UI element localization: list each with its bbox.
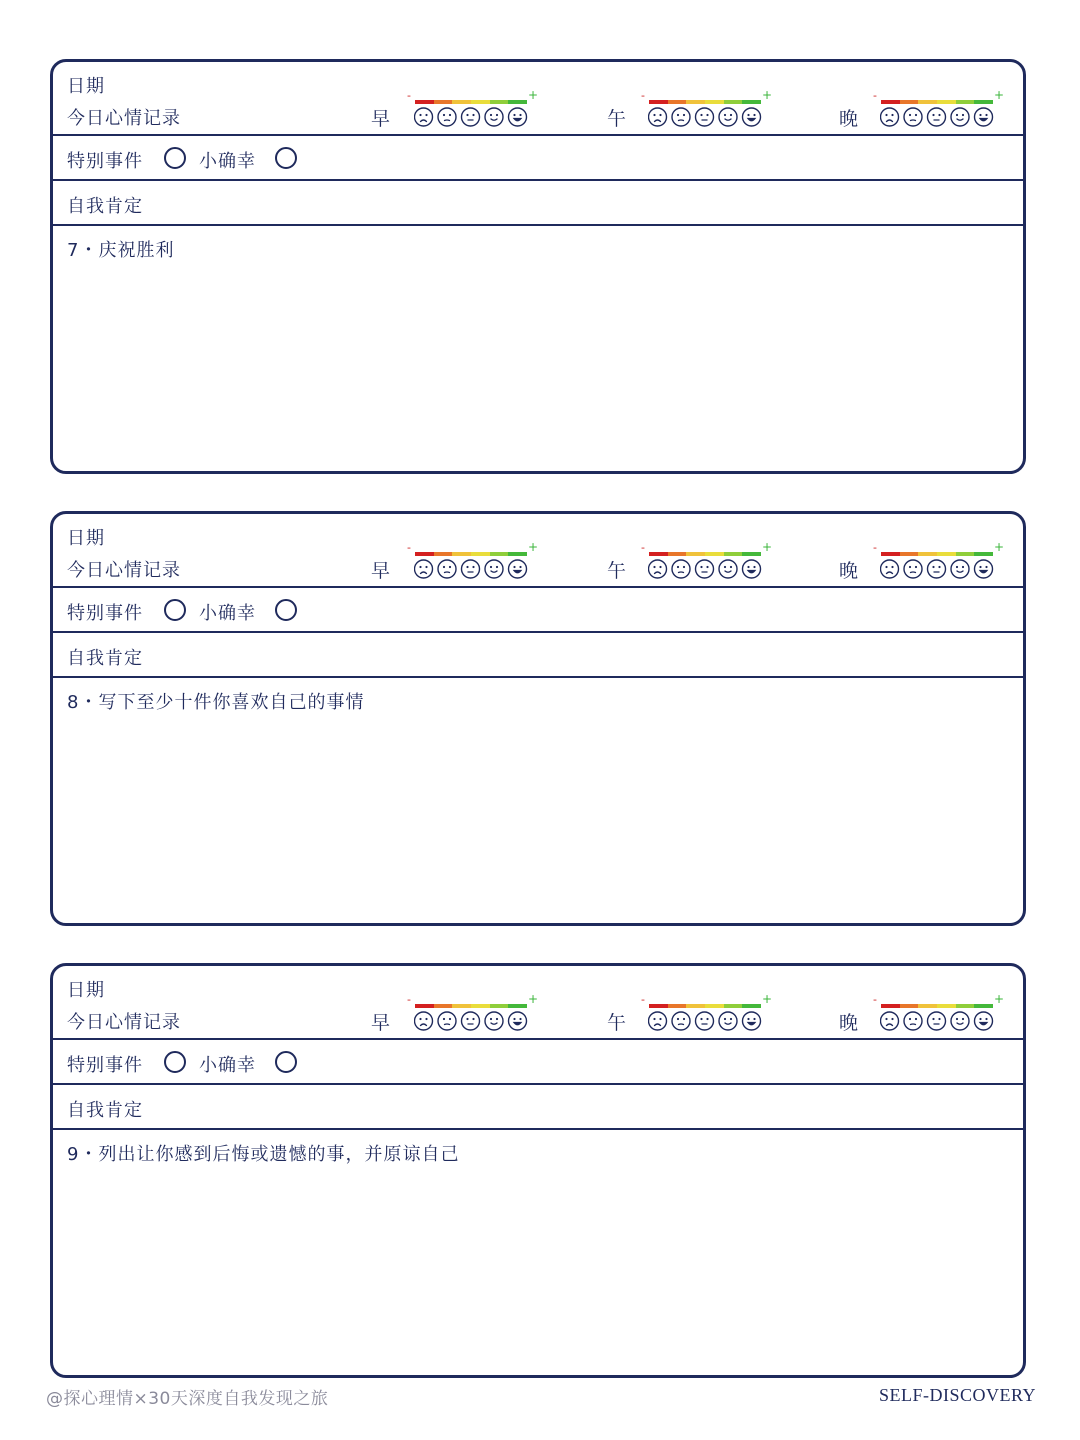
mood-color-segment (668, 552, 687, 556)
morning-label: 早 (371, 1012, 391, 1034)
minus-sign: - (873, 993, 877, 1006)
mood-color-segment (434, 100, 453, 104)
smile-face-icon[interactable] (485, 108, 503, 126)
smile-face-icon[interactable] (485, 1012, 503, 1030)
prompt-text: 9・列出让你感到后悔或遗憾的事，并原谅自己 (67, 1144, 460, 1165)
unhappy-face-icon[interactable] (904, 108, 922, 126)
mood-color-segment (881, 1004, 900, 1008)
mood-scale-morning[interactable] (405, 992, 539, 1035)
unhappy-face-icon[interactable] (438, 108, 456, 126)
mood-color-segment (471, 552, 490, 556)
mood-color-segment (918, 100, 937, 104)
unhappy-face-icon[interactable] (904, 560, 922, 578)
mood-color-segment (974, 1004, 993, 1008)
noon-label: 午 (607, 1012, 627, 1034)
mood-color-segment (705, 1004, 724, 1008)
mood-color-segment (415, 552, 434, 556)
small-happiness-label: 小确幸 (199, 603, 256, 624)
mood-color-segment (415, 100, 434, 104)
special-event-checkbox[interactable] (164, 1051, 186, 1073)
footer-brand: SELF-DISCOVERY (878, 1385, 1036, 1405)
sad-face-icon[interactable] (881, 108, 899, 126)
mood-color-segment (649, 100, 668, 104)
mood-color-segment (724, 1004, 743, 1008)
mood-color-segment (974, 100, 993, 104)
special-event-checkbox[interactable] (164, 147, 186, 169)
mood-color-segment (668, 1004, 687, 1008)
happy-face-icon[interactable] (975, 108, 993, 126)
neutral-face-icon[interactable] (462, 1012, 480, 1030)
mood-color-segment (881, 100, 900, 104)
minus-sign: - (873, 541, 877, 554)
mood-scale-morning[interactable] (405, 88, 539, 131)
small-happiness-label: 小确幸 (199, 1055, 256, 1076)
mood-scale-noon[interactable] (639, 992, 773, 1035)
date-label: 日期 (67, 980, 105, 1001)
sad-face-icon[interactable] (415, 560, 433, 578)
plus-sign: + (762, 992, 773, 1006)
mood-color-segment (742, 552, 761, 556)
happy-face-icon[interactable] (509, 1012, 527, 1030)
sad-face-icon[interactable] (649, 108, 667, 126)
noon-label: 午 (607, 560, 627, 582)
smile-face-icon[interactable] (719, 108, 737, 126)
mood-color-segment (415, 1004, 434, 1008)
evening-label: 晚 (839, 108, 859, 130)
footer-credit: @探心理情×30天深度自我发现之旅 (46, 1389, 329, 1409)
neutral-face-icon[interactable] (928, 108, 946, 126)
mood-color-segment (937, 1004, 956, 1008)
affirmation-label: 自我肯定 (67, 1100, 143, 1121)
special-event-label: 特别事件 (67, 151, 143, 172)
smile-face-icon[interactable] (951, 560, 969, 578)
minus-sign: - (873, 89, 877, 102)
mood-color-segment (490, 1004, 509, 1008)
minus-sign: - (641, 89, 645, 102)
affirmation-label: 自我肯定 (67, 196, 143, 217)
mood-color-segment (508, 552, 527, 556)
affirmation-label: 自我肯定 (67, 648, 143, 669)
morning-label: 早 (371, 108, 391, 130)
mood-color-segment (490, 100, 509, 104)
happy-face-icon[interactable] (743, 108, 761, 126)
mood-color-segment (937, 552, 956, 556)
plus-sign: + (528, 88, 539, 102)
date-label: 日期 (67, 528, 105, 549)
mood-faces (880, 106, 998, 128)
happy-face-icon[interactable] (509, 560, 527, 578)
mood-color-segment (452, 100, 471, 104)
mood-color-segment (918, 1004, 937, 1008)
special-event-checkbox[interactable] (164, 599, 186, 621)
smile-face-icon[interactable] (719, 560, 737, 578)
mood-color-bar (881, 1004, 993, 1008)
mood-color-segment (956, 1004, 975, 1008)
special-event-label: 特别事件 (67, 1055, 143, 1076)
mood-color-bar (881, 552, 993, 556)
mood-label: 今日心情记录 (67, 1012, 181, 1033)
prompt-text: 7・庆祝胜利 (67, 240, 175, 261)
mood-faces (648, 1010, 766, 1032)
prompt-text: 8・写下至少十件你喜欢自己的事情 (67, 692, 365, 713)
plus-sign: + (528, 992, 539, 1006)
mood-faces (648, 558, 766, 580)
prompt-area[interactable] (53, 226, 1023, 474)
mood-color-segment (452, 1004, 471, 1008)
smile-face-icon[interactable] (719, 1012, 737, 1030)
happy-face-icon[interactable] (509, 108, 527, 126)
mood-faces (880, 558, 998, 580)
mood-color-bar (415, 100, 527, 104)
mood-color-segment (508, 1004, 527, 1008)
mood-scale-evening[interactable] (871, 88, 1005, 131)
unhappy-face-icon[interactable] (672, 108, 690, 126)
mood-scale-noon[interactable] (639, 540, 773, 583)
mood-color-segment (742, 100, 761, 104)
small-happiness-checkbox[interactable] (275, 599, 297, 621)
sad-face-icon[interactable] (881, 560, 899, 578)
mood-color-bar (881, 100, 993, 104)
journal-card-1 (50, 59, 1026, 474)
neutral-face-icon[interactable] (462, 108, 480, 126)
mood-color-bar (649, 552, 761, 556)
mood-color-segment (742, 1004, 761, 1008)
evening-label: 晚 (839, 560, 859, 582)
unhappy-face-icon[interactable] (438, 560, 456, 578)
sad-face-icon[interactable] (415, 1012, 433, 1030)
mood-row (53, 62, 1023, 136)
mood-scale-evening[interactable] (871, 992, 1005, 1035)
mood-faces (414, 1010, 532, 1032)
mood-color-segment (649, 552, 668, 556)
unhappy-face-icon[interactable] (904, 1012, 922, 1030)
happy-face-icon[interactable] (743, 1012, 761, 1030)
neutral-face-icon[interactable] (696, 560, 714, 578)
plus-sign: + (994, 540, 1005, 554)
plus-sign: + (994, 992, 1005, 1006)
small-happiness-checkbox[interactable] (275, 147, 297, 169)
mood-color-segment (649, 1004, 668, 1008)
minus-sign: - (407, 993, 411, 1006)
mood-faces (880, 1010, 998, 1032)
affirmation-row[interactable] (53, 181, 1023, 226)
sad-face-icon[interactable] (649, 560, 667, 578)
mood-faces (648, 106, 766, 128)
events-row (53, 136, 1023, 181)
noon-label: 午 (607, 108, 627, 130)
date-label: 日期 (67, 76, 105, 97)
evening-label: 晚 (839, 1012, 859, 1034)
mood-color-segment (508, 100, 527, 104)
minus-sign: - (407, 89, 411, 102)
mood-color-segment (452, 552, 471, 556)
happy-face-icon[interactable] (975, 560, 993, 578)
happy-face-icon[interactable] (975, 1012, 993, 1030)
mood-scale-noon[interactable] (639, 88, 773, 131)
mood-faces (414, 106, 532, 128)
sad-face-icon[interactable] (415, 108, 433, 126)
mood-color-bar (649, 100, 761, 104)
journal-card-2 (50, 511, 1026, 926)
mood-color-bar (415, 552, 527, 556)
mood-color-segment (686, 100, 705, 104)
mood-color-segment (918, 552, 937, 556)
journal-card-3 (50, 963, 1026, 1378)
mood-faces (414, 558, 532, 580)
unhappy-face-icon[interactable] (438, 1012, 456, 1030)
mood-color-segment (705, 552, 724, 556)
mood-color-segment (956, 100, 975, 104)
mood-color-segment (471, 1004, 490, 1008)
mood-scale-evening[interactable] (871, 540, 1005, 583)
mood-color-segment (490, 552, 509, 556)
plus-sign: + (994, 88, 1005, 102)
mood-color-segment (724, 552, 743, 556)
mood-color-segment (668, 100, 687, 104)
prompt-area[interactable] (53, 1130, 1023, 1378)
neutral-face-icon[interactable] (928, 1012, 946, 1030)
mood-color-segment (900, 1004, 919, 1008)
sad-face-icon[interactable] (881, 1012, 899, 1030)
mood-row (53, 514, 1023, 588)
mood-color-bar (415, 1004, 527, 1008)
mood-row (53, 966, 1023, 1040)
happy-face-icon[interactable] (743, 560, 761, 578)
neutral-face-icon[interactable] (696, 108, 714, 126)
smile-face-icon[interactable] (951, 108, 969, 126)
mood-label: 今日心情记录 (67, 560, 181, 581)
neutral-face-icon[interactable] (928, 560, 946, 578)
special-event-label: 特别事件 (67, 603, 143, 624)
mood-color-segment (937, 100, 956, 104)
plus-sign: + (528, 540, 539, 554)
mood-color-segment (434, 552, 453, 556)
morning-label: 早 (371, 560, 391, 582)
mood-color-segment (900, 100, 919, 104)
affirmation-row[interactable] (53, 633, 1023, 678)
unhappy-face-icon[interactable] (672, 560, 690, 578)
minus-sign: - (407, 541, 411, 554)
affirmation-row[interactable] (53, 1085, 1023, 1130)
neutral-face-icon[interactable] (462, 560, 480, 578)
unhappy-face-icon[interactable] (672, 1012, 690, 1030)
events-row (53, 1040, 1023, 1085)
mood-color-segment (471, 100, 490, 104)
prompt-area[interactable] (53, 678, 1023, 926)
sad-face-icon[interactable] (649, 1012, 667, 1030)
mood-color-segment (724, 100, 743, 104)
small-happiness-label: 小确幸 (199, 151, 256, 172)
mood-color-segment (974, 552, 993, 556)
events-row (53, 588, 1023, 633)
small-happiness-checkbox[interactable] (275, 1051, 297, 1073)
minus-sign: - (641, 993, 645, 1006)
mood-color-segment (881, 552, 900, 556)
mood-color-bar (649, 1004, 761, 1008)
minus-sign: - (641, 541, 645, 554)
mood-label: 今日心情记录 (67, 108, 181, 129)
plus-sign: + (762, 540, 773, 554)
neutral-face-icon[interactable] (696, 1012, 714, 1030)
mood-color-segment (900, 552, 919, 556)
smile-face-icon[interactable] (951, 1012, 969, 1030)
mood-scale-morning[interactable] (405, 540, 539, 583)
mood-color-segment (686, 552, 705, 556)
mood-color-segment (956, 552, 975, 556)
mood-color-segment (434, 1004, 453, 1008)
mood-color-segment (705, 100, 724, 104)
mood-color-segment (686, 1004, 705, 1008)
smile-face-icon[interactable] (485, 560, 503, 578)
plus-sign: + (762, 88, 773, 102)
